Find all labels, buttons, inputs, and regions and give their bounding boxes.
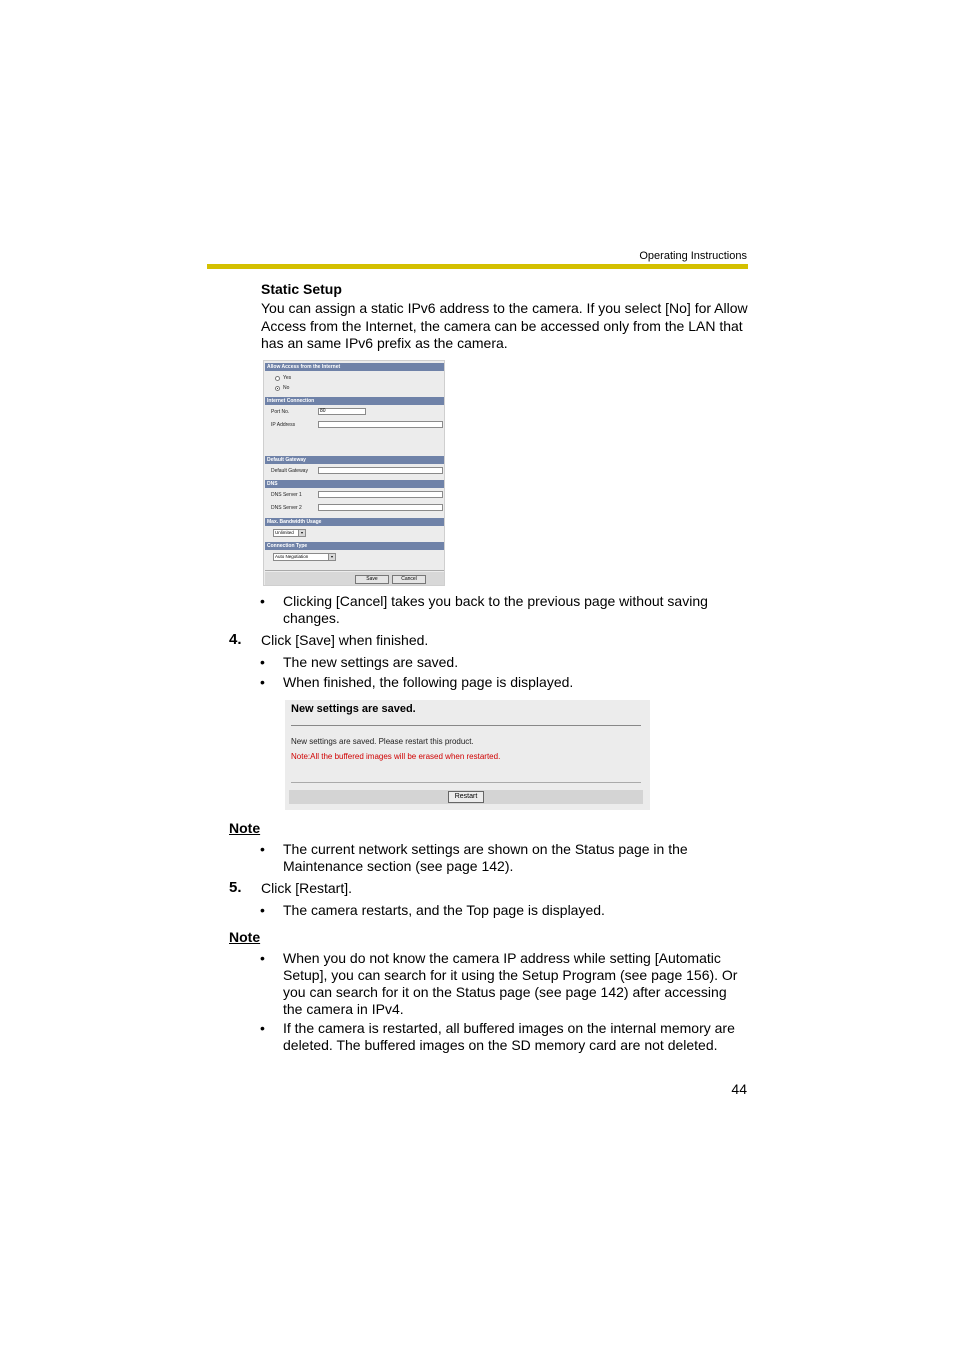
- default-gateway-input[interactable]: [318, 467, 443, 474]
- note-label: Note: [229, 929, 261, 945]
- section-title: Static Setup: [261, 281, 342, 297]
- list-item: [260, 902, 753, 919]
- bullet-icon: •: [260, 950, 265, 966]
- note-label: Note: [229, 820, 261, 836]
- bullet-line: the camera in IPv4.: [283, 1001, 404, 1017]
- restart-button[interactable]: Restart: [448, 791, 484, 803]
- list-item: [260, 593, 753, 627]
- bullet-line: The camera restarts, and the Top page is displayed.: [283, 902, 605, 918]
- bullet-line: Clicking [Cancel] takes you back to the previous page without saving: [283, 593, 708, 609]
- bullet-icon: •: [260, 654, 265, 670]
- radio-no[interactable]: [275, 386, 280, 391]
- port-no-input[interactable]: 80: [318, 408, 366, 415]
- divider: [265, 570, 444, 571]
- list-item: [260, 654, 753, 671]
- bullet-line: Setup], you can search for it using the Setup Program (see page 156). Or: [283, 967, 738, 983]
- step-text: Click [Restart].: [261, 880, 353, 896]
- default-gateway-header: Default Gateway: [265, 456, 444, 464]
- dns-server1-label: DNS Server 1: [271, 492, 302, 498]
- running-header: Operating Instructions: [639, 250, 747, 262]
- connection-type-select[interactable]: [273, 553, 336, 561]
- settings-saved-screenshot: [285, 700, 650, 810]
- connection-type-header: Connection Type: [265, 542, 444, 550]
- step-number: 5.: [229, 879, 242, 896]
- bullet-line: The current network settings are shown on the Status page in the: [283, 841, 688, 857]
- bullet-line: The new settings are saved.: [283, 654, 459, 670]
- radio-yes-label: Yes: [283, 375, 292, 381]
- list-item: [260, 950, 753, 1018]
- list-item: [260, 674, 753, 691]
- bullet-line: you can search for it on the Status page (see page 142) after accessing: [283, 984, 727, 1000]
- internet-connection-header: Internet Connection: [265, 397, 444, 405]
- list-item: [260, 841, 753, 875]
- saved-note: Note:All the buffered images will be erased when restarted.: [291, 752, 501, 761]
- saved-message: New settings are saved. Please restart this product.: [291, 737, 474, 746]
- bullet-icon: •: [260, 1020, 265, 1036]
- intro-paragraph: [261, 300, 761, 353]
- default-gateway-label: Default Gateway: [271, 468, 308, 474]
- bullet-icon: •: [260, 593, 265, 609]
- bullet-icon: •: [260, 902, 265, 918]
- intro-line: You can assign a static IPv6 address to the camera. If you select [No] for Allow: [261, 300, 748, 316]
- port-no-label: Port No.: [271, 409, 290, 415]
- bullet-line: When finished, the following page is displayed.: [283, 674, 574, 690]
- page-number: 44: [731, 1081, 747, 1097]
- bullet-line: Maintenance section (see page 142).: [283, 858, 514, 874]
- cancel-button[interactable]: Cancel: [392, 575, 426, 584]
- connection-type-select-value: Auto Negotiation: [275, 554, 309, 559]
- saved-title: New settings are saved.: [291, 703, 416, 715]
- bullet-line: When you do not know the camera IP address while setting [Automatic: [283, 950, 721, 966]
- dns-header: DNS: [265, 480, 444, 488]
- chevron-down-icon: ▾: [328, 554, 335, 560]
- dns-server2-label: DNS Server 2: [271, 505, 302, 511]
- divider: [291, 725, 641, 726]
- ip-address-label: IP Address: [271, 422, 296, 428]
- header-rule: [207, 264, 748, 269]
- radio-no-label: No: [283, 385, 290, 391]
- step-text: Click [Save] when finished.: [261, 632, 429, 648]
- dns-server2-input[interactable]: [318, 504, 443, 511]
- static-setup-screenshot: [263, 360, 445, 586]
- bullet-line: changes.: [283, 610, 340, 626]
- bandwidth-select[interactable]: [273, 529, 306, 537]
- chevron-down-icon: ▾: [298, 530, 305, 536]
- allow-access-header: Allow Access from the Internet: [265, 363, 444, 371]
- save-button[interactable]: Save: [355, 575, 389, 584]
- ip-address-input[interactable]: [318, 421, 443, 428]
- bandwidth-header: Max. Bandwidth Usage: [265, 518, 444, 526]
- list-item: [260, 1020, 753, 1054]
- intro-line: has an same IPv6 prefix as the camera.: [261, 335, 508, 351]
- divider: [291, 782, 641, 783]
- bullet-line: If the camera is restarted, all buffered images on the internal memory are: [283, 1020, 735, 1036]
- step-number: 4.: [229, 631, 242, 648]
- bullet-line: deleted. The buffered images on the SD memory card are not deleted.: [283, 1037, 718, 1053]
- bullet-icon: •: [260, 841, 265, 857]
- intro-line: Access from the Internet, the camera can be accessed only from the LAN that: [261, 317, 743, 334]
- bandwidth-select-value: Unlimited: [275, 530, 294, 535]
- radio-yes[interactable]: [275, 376, 280, 381]
- dns-server1-input[interactable]: [318, 491, 443, 498]
- bullet-icon: •: [260, 674, 265, 690]
